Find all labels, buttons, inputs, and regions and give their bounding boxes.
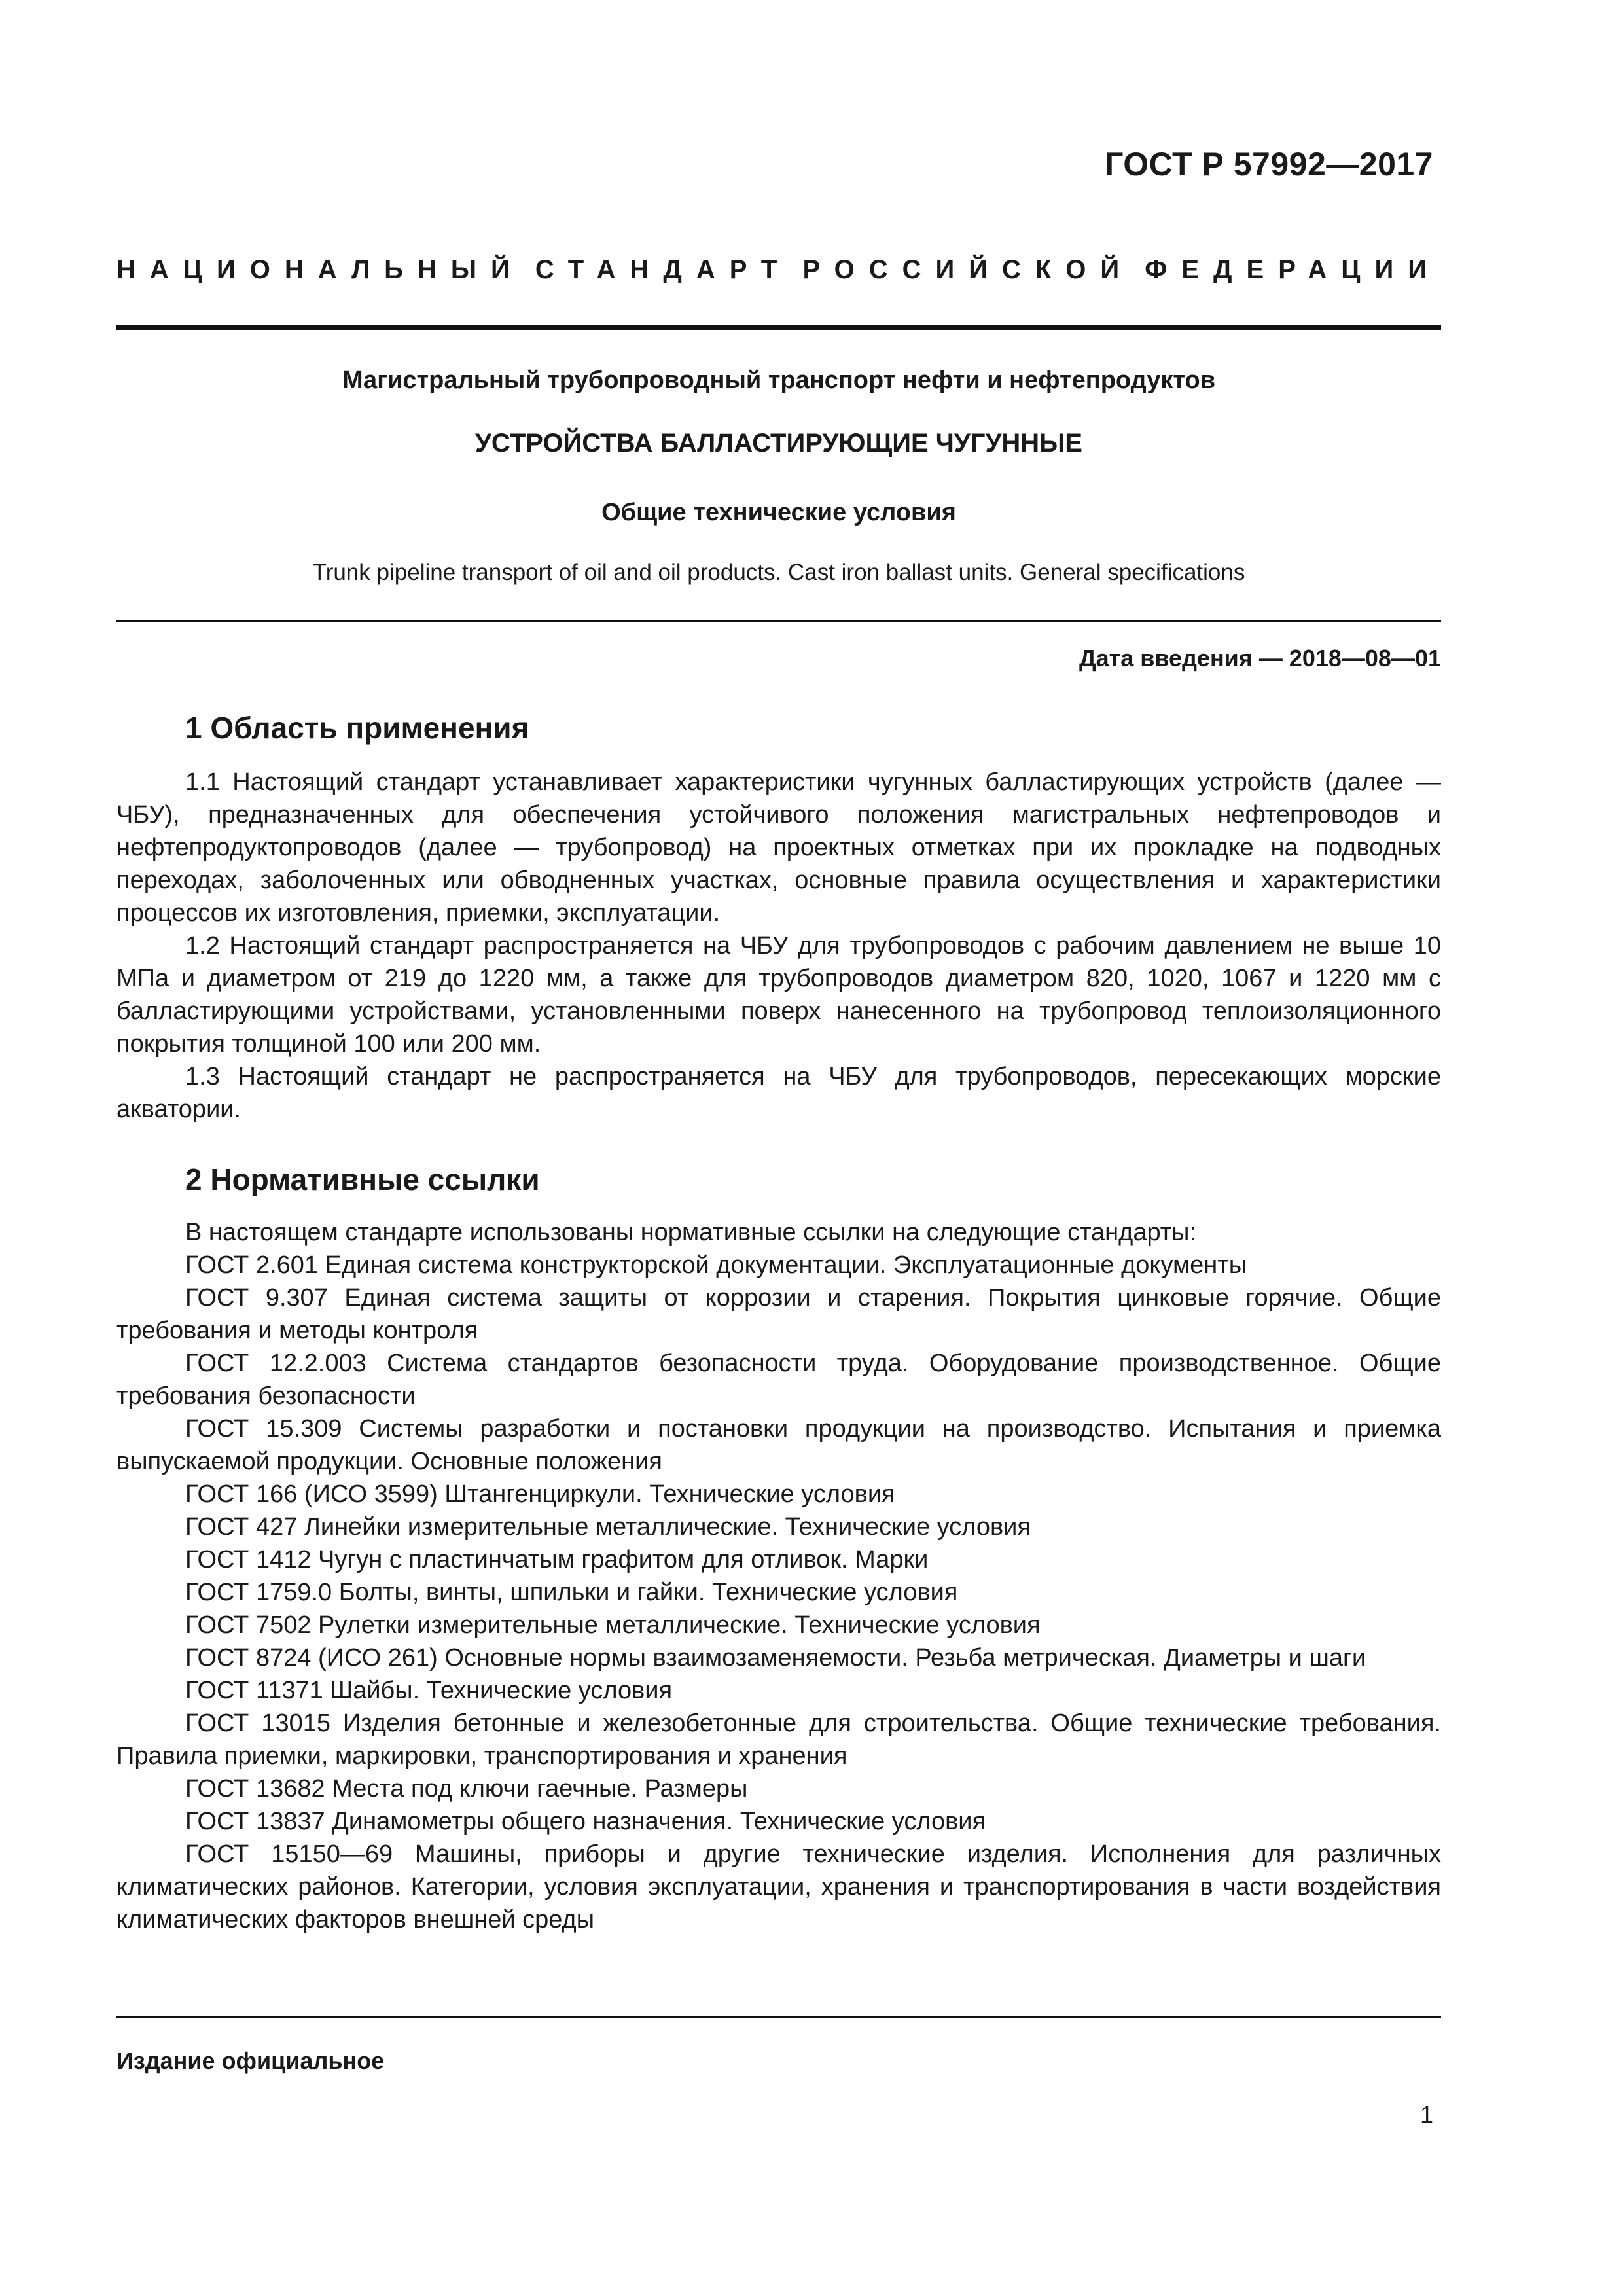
paragraph: ГОСТ 15150—69 Машины, приборы и другие технические изделия. Исполнения для различных климатических районов. Категории, условия эксплуатации, хранения и транспортирования в части воздействия климатических факторов внешней среды — [116, 1840, 1441, 1933]
footer-divider — [116, 2016, 1441, 2018]
paragraph: ГОСТ 13837 Динамометры общего назначения. Технические условия — [185, 1808, 986, 1835]
paragraph: ГОСТ 8724 (ИСО 261) Основные нормы взаимозаменяемости. Резьба метрическая. Диаметры и шаги — [185, 1644, 1366, 1672]
national-standard-title — [116, 255, 1441, 285]
paragraph: ГОСТ 1412 Чугун с пластинчатым графитом для отливок. Марки — [185, 1546, 929, 1573]
paragraph: ГОСТ 7502 Рулетки измерительные металлические. Технические условия — [185, 1611, 1041, 1639]
national-title-word: СТАНДАРТ — [535, 255, 792, 284]
page-number: 1 — [1419, 2101, 1433, 2128]
document-number: ГОСТ Р 57992—2017 — [1105, 146, 1433, 183]
paragraph: ГОСТ 2.601 Единая система конструкторской документации. Эксплуатационные документы — [185, 1251, 1247, 1279]
industry-title: Магистральный трубопроводный транспорт нефти и нефтепродуктов — [342, 367, 1216, 394]
section-1-body — [116, 766, 1441, 1126]
edition-label: Издание официальное — [116, 2047, 385, 2074]
paragraph: ГОСТ 15.309 Системы разработки и постановки продукции на производство. Испытания и приемка выпускаемой продукции. Основные положения — [116, 1415, 1441, 1475]
section-2-body — [116, 1216, 1441, 1936]
national-title-word: НАЦИОНАЛЬНЫЙ — [116, 255, 524, 284]
national-title-word: ФЕДЕРАЦИИ — [1145, 255, 1441, 284]
paragraph: 1.1 Настоящий стандарт устанавливает характеристики чугунных балластирующих устройств (далее — ЧБУ), предназначенных для обеспечения устойчивого положения магистральных нефтепроводов и нефтепродуктопроводов (далее — трубопровод) на проектных отметках при их прокладке на подводных переходах, заболоченных или обводненных участках, основные правила осуществления и характеристики процессов их изготовления, приемки, эксплуатации. — [116, 768, 1441, 927]
header-divider — [116, 325, 1441, 330]
paragraph: ГОСТ 11371 Шайбы. Технические условия — [185, 1677, 673, 1704]
section-2-heading: 2 Нормативные ссылки — [185, 1162, 540, 1196]
paragraph: ГОСТ 1759.0 Болты, винты, шпильки и гайки. Технические условия — [185, 1579, 958, 1606]
paragraph: 1.3 Настоящий стандарт не распространяется на ЧБУ для трубопроводов, пересекающих морские акватории. — [116, 1063, 1441, 1123]
standard-subtitle: Общие технические условия — [601, 499, 956, 526]
section-1-heading: 1 Область применения — [185, 711, 529, 745]
title-divider — [116, 620, 1441, 622]
national-title-word: РОССИЙСКОЙ — [802, 255, 1134, 284]
paragraph: ГОСТ 166 (ИСО 3599) Штангенциркули. Технические условия — [185, 1480, 895, 1508]
english-title: Trunk pipeline transport of oil and oil products. Cast iron ballast units. General specifications — [312, 560, 1245, 585]
paragraph: ГОСТ 427 Линейки измерительные металлические. Технические условия — [185, 1513, 1031, 1541]
paragraph: В настоящем стандарте использованы нормативные ссылки на следующие стандарты: — [185, 1219, 1197, 1246]
paragraph: ГОСТ 13682 Места под ключи гаечные. Размеры — [185, 1775, 748, 1803]
paragraph: ГОСТ 12.2.003 Система стандартов безопасности труда. Оборудование производственное. Общие требования безопасности — [116, 1350, 1441, 1410]
introduction-date: Дата введения — 2018—08—01 — [1079, 645, 1441, 672]
standard-title: УСТРОЙСТВА БАЛЛАСТИРУЮЩИЕ ЧУГУННЫЕ — [475, 429, 1082, 457]
paragraph: ГОСТ 9.307 Единая система защиты от коррозии и старения. Покрытия цинковые горячие. Общие требования и методы контроля — [116, 1284, 1441, 1344]
paragraph: 1.2 Настоящий стандарт распространяется на ЧБУ для трубопроводов с рабочим давлением не выше 10 МПа и диаметром от 219 до 1220 мм, а также для трубопроводов диаметром 820, 1020, 1067 и 1220 мм с балластирующими устройствами, установленными поверх нанесенного на трубопровод теплоизоляционного покрытия толщиной 100 или 200 мм. — [116, 932, 1441, 1058]
paragraph: ГОСТ 13015 Изделия бетонные и железобетонные для строительства. Общие технические требования. Правила приемки, маркировки, транспортирования и хранения — [116, 1710, 1441, 1770]
